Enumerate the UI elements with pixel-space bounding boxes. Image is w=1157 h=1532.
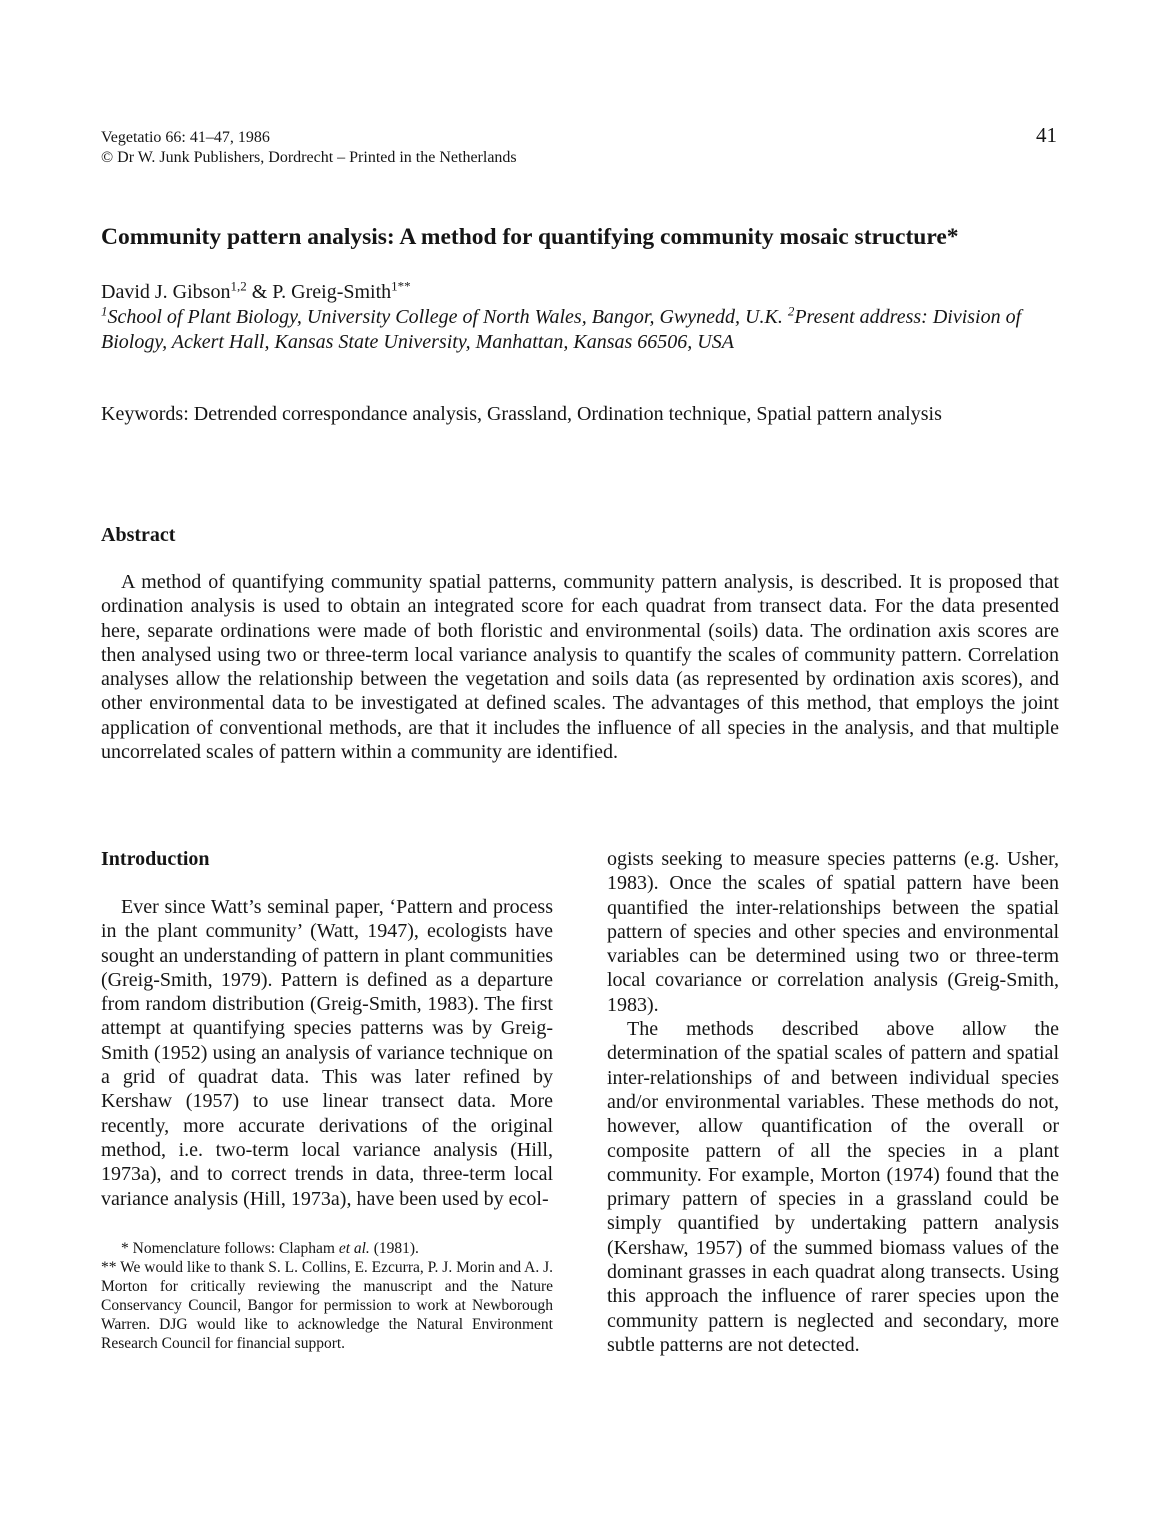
author-name: David J. Gibson [101,281,231,303]
affiliation-superscript: 2 [787,303,795,319]
paper-title: Community pattern analysis: A method for quantifying community mosaic structure* [101,224,959,250]
affiliation-text: School of Plant Biology, University College of North Wales, Bangor, Gwynedd, U.K. [107,306,788,328]
affiliation-superscript: 1 [101,303,108,319]
introduction-heading: Introduction [101,848,210,870]
journal-citation: Vegetatio 66: 41–47, 1986 [101,129,270,146]
author-name: & P. Greig-Smith [246,281,392,303]
right-column [607,847,1059,1357]
abstract-text: A method of quantifying community spatial patterns, community pattern analysis, is described. It is proposed that ordination analysis is used to obtain an integrated score for each quadrat from transect data. For the data presented here, separate ordinations were made of both floristic and environmental (soils) data. The ordination axis scores are then analysed using two or three-term local variance analysis to quantify the scales of community pattern. Correlation analyses allow the relationship between the vegetation and soils data (as represented by ordination axis scores), and other environmental data to be investigated at defined scales. The advantages of this method, that employs the joint application of conventional methods, are that it includes the influence of all species in the analysis, and that multiple uncorrelated scales of pattern within a community are identified. [101,571,1059,764]
footnote-acknowledgements: ** We would like to thank S. L. Collins, E. Ezcurra, P. J. Morin and A. J. Morton for critically reviewing the manuscript and the Nature Conservancy Council, Bangor for permission to work at Newborough Warren. DJG would like to acknowledge the Natural Environment Research Council for financial support. [101,1258,553,1352]
left-column [101,847,553,1353]
introduction-paragraph: Ever since Watt’s seminal paper, ‘Pattern and process in the plant community’ (Watt, 1947), ecologists have sought an understanding of pattern in plant communities (Greig-Smith, 1979). Pattern is defined as a departure from random distribution (Greig-Smith, 1983). The first attempt at quantifying species patterns was by Greig-Smith (1952) using an analysis of variance technique on a grid of quadrat data. This was later refined by Kershaw (1957) to use linear transect data. More recently, more accurate derivations of the original method, i.e. two-term local variance analysis (Hill, 1973a), and to correct trends in data, three-term local variance analysis (Hill, 1973a), have been used by ecol- [101,896,553,1210]
affiliations [101,305,1061,355]
footnotes [101,1239,553,1353]
keywords: Keywords: Detrended correspondance analysis, Grassland, Ordination technique, Spatial pattern analysis [101,403,942,425]
running-header [101,128,517,168]
footnote-nomenclature: * Nomenclature follows: Clapham et al. (1981). [121,1239,419,1257]
affiliation-text: Present address: Division of Biology, Ackert Hall, Kansas State University, Manhattan, Kansas 66506, USA [101,306,1022,353]
author-line [101,278,411,304]
author-superscript: 1,2 [230,278,247,294]
author-superscript: 1** [391,278,411,294]
abstract-heading: Abstract [101,524,176,546]
introduction-paragraph-continued: ogists seeking to measure species patterns (e.g. Usher, 1983). Once the scales of spatial pattern have been quantified the inter-relationships between the spatial pattern of species and other species and environmental variables can be determined using two or three-term local covariance or correlation analysis (Greig-Smith, 1983). [607,848,1059,1016]
page-number: 41 [1036,123,1057,147]
introduction-paragraph: The methods described above allow the determination of the spatial scales of pattern and spatial inter-relationships of and between individual species and/or environmental variables. These methods do not, however, allow quantification of the overall or composite pattern of all the species in a plant community. For example, Morton (1974) found that the primary pattern of species in a grassland could be simply quantified by undertaking pattern analysis (Kershaw, 1957) of the summed biomass values of the dominant grasses in each quadrat along transects. Using this approach the influence of rarer species upon the community pattern is neglected and secondary, more subtle patterns are not detected. [607,1018,1059,1356]
publisher-line: © Dr W. Junk Publishers, Dordrecht – Printed in the Netherlands [101,149,517,166]
